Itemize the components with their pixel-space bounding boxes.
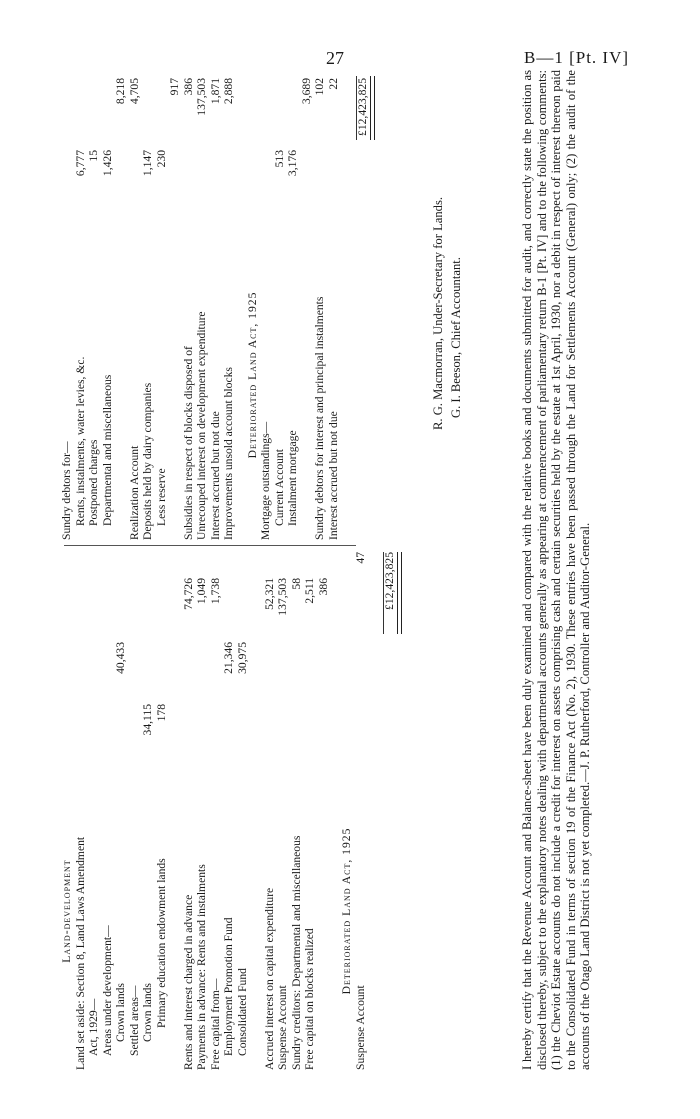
ledger-row bbox=[236, 550, 250, 1070]
land-development-heading: Land-development bbox=[60, 859, 73, 963]
ledger-row bbox=[290, 550, 304, 1070]
liabilities-column bbox=[60, 550, 397, 1070]
ledger-row bbox=[74, 550, 88, 1070]
ledger-row-label: Suspense Account bbox=[276, 985, 289, 1070]
ledger-row bbox=[101, 550, 115, 1070]
ledger-row-label: Postponed charges bbox=[87, 439, 100, 526]
ledger-row-amount: 230 bbox=[154, 150, 168, 168]
ledger-row bbox=[303, 550, 317, 1070]
ledger-row bbox=[249, 550, 263, 1070]
ledger-row-label: Subsidies in respect of blocks disposed of bbox=[181, 346, 195, 540]
ledger-row-amount: 22 bbox=[326, 78, 340, 90]
ledger-row-amount: 3,689 bbox=[299, 78, 313, 105]
ledger-row bbox=[141, 550, 155, 1070]
ledger-row bbox=[87, 550, 101, 1070]
ledger-row-amount: 6,777 bbox=[73, 150, 87, 177]
ledger-row bbox=[168, 70, 182, 540]
ledger-row-amount: 1,871 bbox=[208, 78, 222, 105]
ledger-row bbox=[141, 70, 155, 540]
signature-chief-accountant: G. I. Beeson, Chief Accountant. bbox=[449, 257, 463, 418]
ledger-row-amount: 137,503 bbox=[276, 578, 289, 616]
document-reference: B—1 [Pt. IV] bbox=[524, 48, 630, 67]
ledger-row-label: Realization Account bbox=[127, 445, 141, 540]
ledger-row bbox=[114, 550, 128, 1070]
ledger-row bbox=[259, 70, 273, 540]
ledger-row bbox=[168, 550, 182, 1070]
ledger-row bbox=[273, 70, 287, 540]
ledger-row-label: Unrecouped interest on development expenditure bbox=[195, 311, 208, 540]
deteriorated-land-heading-right: Deteriorated Land Act, 1925 bbox=[245, 291, 259, 459]
ledger-row-amount: 1,426 bbox=[100, 150, 114, 177]
signature-under-secretary: R. G. Macmorran, Under-Secretary for Lands. bbox=[431, 197, 445, 430]
ledger-row-amount: 3,176 bbox=[286, 150, 299, 177]
liabilities-rows bbox=[74, 550, 331, 1070]
ledger-row-label: Rents and interest charged in advance bbox=[181, 894, 195, 1070]
ledger-row-label: Current Account bbox=[272, 449, 286, 526]
assets-column bbox=[60, 70, 370, 540]
ledger-row-label: Areas under development— bbox=[100, 925, 114, 1056]
assets-rows bbox=[60, 70, 236, 540]
ledger-row-label: Land set aside: Section 8, Land Laws Amendment bbox=[73, 836, 87, 1070]
ledger-row bbox=[195, 70, 209, 540]
ledger-row bbox=[286, 70, 300, 540]
ledger-row bbox=[222, 70, 236, 540]
assets-rows-deteriorated bbox=[259, 70, 340, 540]
ledger-row-amount: 21,346 bbox=[222, 642, 235, 674]
ledger-row-amount: 2,511 bbox=[303, 578, 316, 604]
rotated-balance-sheet bbox=[60, 70, 680, 1070]
ledger-row-amount: 34,115 bbox=[141, 704, 154, 736]
ledger-row-label: Crown lands bbox=[141, 983, 154, 1042]
ledger-row-label: Free capital from— bbox=[208, 978, 222, 1070]
ledger-row-label: Instalment mortgage bbox=[286, 430, 299, 526]
ledger-row bbox=[128, 550, 142, 1070]
ledger-row bbox=[209, 550, 223, 1070]
ledger-row bbox=[182, 550, 196, 1070]
ledger-row-label: Sundry debtors for— bbox=[60, 441, 73, 540]
audit-certificate: I hereby certify that the Revenue Account and Balance-sheet have been duly examined and compared with the relative books and documents submitted for audit, and correctly state the position as disclosed thereby, subject to the explanatory notes dealing with departmental accounts generally as appearing at commencement of parliamentary return B-1 [Pt. IV] and to the following comments: (1) the Cheviot Estate accounts do not include a credit for interest on assets comprising cash and certain securities held by the estate at 1st April, 1930, nor a debit in respect of interest thereon paid to the Consolidated Fund in terms of section 19 of the Finance Act (No. 2), 1930. These entries have been passed through the Land for Settlements Account (General) only; (2) the audit of the accounts of the Otago Land District is not yet completed.—J. P. Rutherford, Controller and Auditor-General. bbox=[520, 70, 593, 1070]
ledger-row bbox=[209, 70, 223, 540]
deteriorated-land-heading-left: Deteriorated Land Act, 1925 bbox=[340, 827, 353, 995]
ledger-row-amount: 58 bbox=[289, 578, 303, 590]
ledger-row-amount: 52,321 bbox=[262, 578, 276, 610]
ledger-row bbox=[87, 70, 101, 540]
ledger-row-label: Improvements unsold account blocks bbox=[222, 367, 235, 540]
ledger-row-label: Primary education endowment lands bbox=[154, 858, 168, 1028]
ledger-row bbox=[182, 70, 196, 540]
ledger-row-label: Free capital on blocks realized bbox=[303, 928, 316, 1070]
ledger-row-amount: 386 bbox=[316, 578, 330, 596]
ledger-row-amount: 1,147 bbox=[141, 150, 154, 177]
ledger-row bbox=[327, 70, 341, 540]
ledger-row-label: Departmental and miscellaneous bbox=[100, 374, 114, 526]
ledger-row-amount: 2,888 bbox=[222, 78, 235, 105]
ledger-row-amount: 102 bbox=[313, 78, 326, 96]
ledger-row-amount: 917 bbox=[168, 78, 181, 96]
suspense-account-row bbox=[354, 550, 368, 1070]
ledger-row-amount: 1,738 bbox=[208, 578, 222, 605]
liabilities-total-row bbox=[383, 550, 397, 1070]
ledger-row bbox=[317, 550, 331, 1070]
total-double-rule-right bbox=[370, 76, 375, 140]
ledger-row-amount: 8,218 bbox=[114, 78, 127, 105]
ledger-row-amount: 137,503 bbox=[195, 78, 208, 116]
ledger-row-label: Act, 1929— bbox=[87, 998, 100, 1056]
ledger-row-label: Interest accrued but not due bbox=[208, 411, 222, 540]
ledger-row-label: Crown lands bbox=[114, 983, 127, 1042]
ledger-row-amount: 15 bbox=[87, 150, 100, 162]
ledger-row-label: Less reserve bbox=[154, 468, 168, 526]
ledger-row-amount: 40,433 bbox=[114, 642, 127, 674]
ledger-row-label: Consolidated Fund bbox=[235, 968, 249, 1056]
ledger-row bbox=[128, 70, 142, 540]
total-double-rule-left bbox=[397, 552, 402, 634]
ledger-row bbox=[101, 70, 115, 540]
ledger-row bbox=[300, 70, 314, 540]
ledger-row-label: Sundry debtors for interest and principal instalments bbox=[313, 296, 326, 540]
assets-total: £12,423,825 bbox=[356, 78, 369, 136]
ledger-row bbox=[74, 70, 88, 540]
ledger-row-label: Mortgage outstandings— bbox=[259, 421, 272, 540]
suspense-account-value: 47 bbox=[353, 552, 367, 564]
ledger-row bbox=[114, 70, 128, 540]
ledger-row bbox=[155, 550, 169, 1070]
ledger-row-amount: 74,726 bbox=[181, 578, 195, 610]
ledger-row-label: Rents, instalments, water levies, &c. bbox=[73, 356, 87, 526]
ledger-row bbox=[313, 70, 327, 540]
column-divider bbox=[64, 545, 356, 546]
page-number: 27 bbox=[326, 48, 344, 68]
ledger-row-label: Deposits held by dairy companies bbox=[141, 382, 154, 540]
ledger-row-amount: 1,049 bbox=[195, 578, 208, 605]
ledger-row-label: Settled areas— bbox=[127, 985, 141, 1056]
ledger-row-amount: 178 bbox=[154, 704, 168, 722]
ledger-row bbox=[222, 550, 236, 1070]
ledger-row bbox=[60, 70, 74, 540]
ledger-row-amount: 513 bbox=[272, 150, 286, 168]
ledger-row bbox=[276, 550, 290, 1070]
liabilities-total: £12,423,825 bbox=[383, 552, 396, 610]
suspense-account-label: Suspense Account bbox=[353, 985, 367, 1070]
ledger-row-amount: 386 bbox=[181, 78, 195, 96]
ledger-row bbox=[263, 550, 277, 1070]
ledger-row-label: Sundry creditors: Departmental and miscellaneous bbox=[289, 835, 303, 1070]
ledger-row-label: Employment Promotion Fund bbox=[222, 917, 235, 1056]
ledger-row-label: Accrued interest on capital expenditure bbox=[262, 887, 276, 1070]
ledger-row bbox=[195, 550, 209, 1070]
assets-total-row bbox=[356, 70, 370, 540]
ledger-row-label: Interest accrued but not due bbox=[326, 411, 340, 540]
ledger-row bbox=[155, 70, 169, 540]
ledger-row-amount: 30,975 bbox=[235, 642, 249, 674]
ledger-row-label: Payments in advance: Rents and instalments bbox=[195, 864, 208, 1070]
ledger-row-amount: 4,705 bbox=[127, 78, 141, 105]
